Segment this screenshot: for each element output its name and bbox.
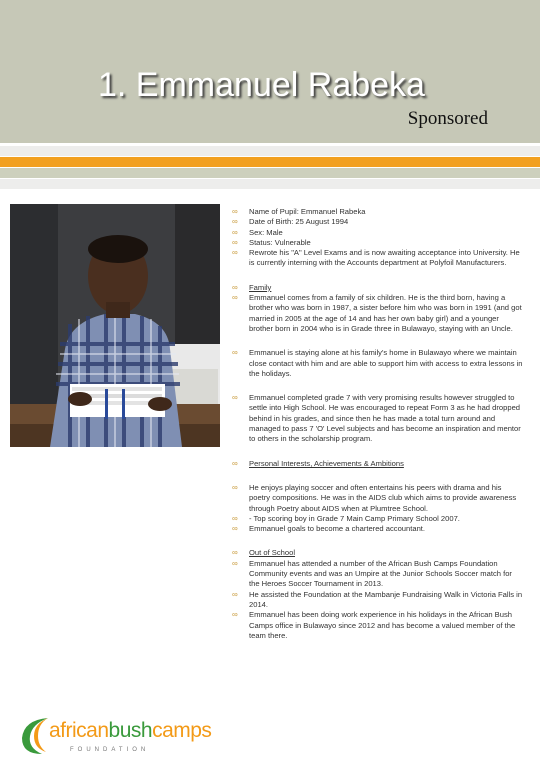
list-item: ∞ Emmanuel has been doing work experience in his holidays in the African Bush Camps office in Bulawayo since 2012 and has become a valued member of the team there. xyxy=(232,610,516,640)
wavy-bullet-icon: ∞ xyxy=(232,207,238,216)
list-item: ∞ He assisted the Foundation at the Mambanje Fundraising Walk in Victoria Falls in 2014. xyxy=(232,589,523,609)
wavy-bullet-icon: ∞ xyxy=(232,558,238,568)
decor-stripe-orange xyxy=(0,157,540,167)
profile-content xyxy=(232,207,524,641)
wavy-bullet-icon: ∞ xyxy=(232,282,238,292)
logo-tagline: FOUNDATION xyxy=(70,747,150,753)
list-item: ∞ Status: Vulnerable xyxy=(232,237,311,247)
list-item: ∞ - Top scoring boy in Grade 7 Main Camp Primary School 2007. xyxy=(232,513,460,523)
list-item: ∞ Emmanuel completed grade 7 with very promising results however struggled to settle into High School. He was encouraged to repeat Form 3 as he had dropped behind in his grades, and since then he has made a total turn around and managed to pass 7 'O' Level subjects and has become an inspiration and mentor to others in the scholarship program. xyxy=(232,393,521,444)
wavy-bullet-icon: ∞ xyxy=(232,610,238,620)
wavy-bullet-icon: ∞ xyxy=(232,293,238,303)
list-item: ∞ Sex: Male xyxy=(232,227,283,237)
list-item: ∞ Emmanuel has attended a number of the African Bush Camps Foundation Community events and was an Umpire at the Junior Schools Soccer match for the Heroes Soccer Tournament in 2013. xyxy=(232,558,512,589)
wavy-bullet-icon: ∞ xyxy=(232,482,238,492)
wavy-bullet-icon: ∞ xyxy=(232,217,238,227)
list-item: ∞ Emmanuel comes from a family of six children. He is the third born, having a brother who was born in 1987, a sister before him who was born in 1991 (and got married in 2005 at the age of 14 and has her own baby girl) and a younger brother born in 2004 who is in Grade three in Bulawayo, staying with an Uncle. xyxy=(232,293,522,333)
logo-wordmark: africanbushcamps xyxy=(49,719,212,742)
wavy-bullet-icon: ∞ xyxy=(232,248,238,258)
wavy-bullet-icon: ∞ xyxy=(232,458,238,468)
wavy-bullet-icon: ∞ xyxy=(232,393,238,403)
student-photo xyxy=(10,204,220,447)
wavy-bullet-icon: ∞ xyxy=(232,513,238,523)
list-item: ∞ Emmanuel is staying alone at his family's home in Bulawayo where we maintain close contact with him and are able to support him with access to extra lessons in the holidays. xyxy=(232,348,523,378)
list-item: ∞ Emmanuel goals to become a chartered accountant. xyxy=(232,524,426,534)
wavy-bullet-icon: ∞ xyxy=(232,348,238,358)
list-item: ∞ He enjoys playing soccer and often entertains his peers with drama and his poetry compositions. He was in the AIDS club which aims to provide awareness through Poetry about AIDS when at Plumtree School. xyxy=(232,482,517,513)
wavy-bullet-icon: ∞ xyxy=(232,524,238,534)
wavy-bullet-icon: ∞ xyxy=(232,227,238,237)
section-heading-interests: ∞ Personal Interests, Achievements & Ambitions xyxy=(232,458,404,468)
wavy-bullet-icon: ∞ xyxy=(232,589,238,599)
list-item: ∞ Rewrote his "A" Level Exams and is now awaiting acceptance into University. He is currently interning with the Accounts department at Polyfoil Manufacturers. xyxy=(232,248,520,268)
decor-stripe xyxy=(0,168,540,178)
section-heading-family: ∞ Family xyxy=(232,282,272,292)
page-subtitle: Sponsored xyxy=(407,108,488,129)
page-title: 1. Emmanuel Rabeka xyxy=(98,66,425,104)
list-item: ∞ Date of Birth: 25 August 1994 xyxy=(232,217,349,227)
list-item: ∞ Name of Pupil: Emmanuel Rabeka xyxy=(232,207,366,216)
wavy-bullet-icon: ∞ xyxy=(232,548,238,558)
decor-stripe xyxy=(0,146,540,156)
wavy-bullet-icon: ∞ xyxy=(232,237,238,247)
header-banner xyxy=(0,0,540,143)
african-bush-camps-logo xyxy=(18,712,212,762)
section-heading-out-of-school: ∞ Out of School xyxy=(232,548,296,558)
decor-stripe xyxy=(0,179,540,189)
